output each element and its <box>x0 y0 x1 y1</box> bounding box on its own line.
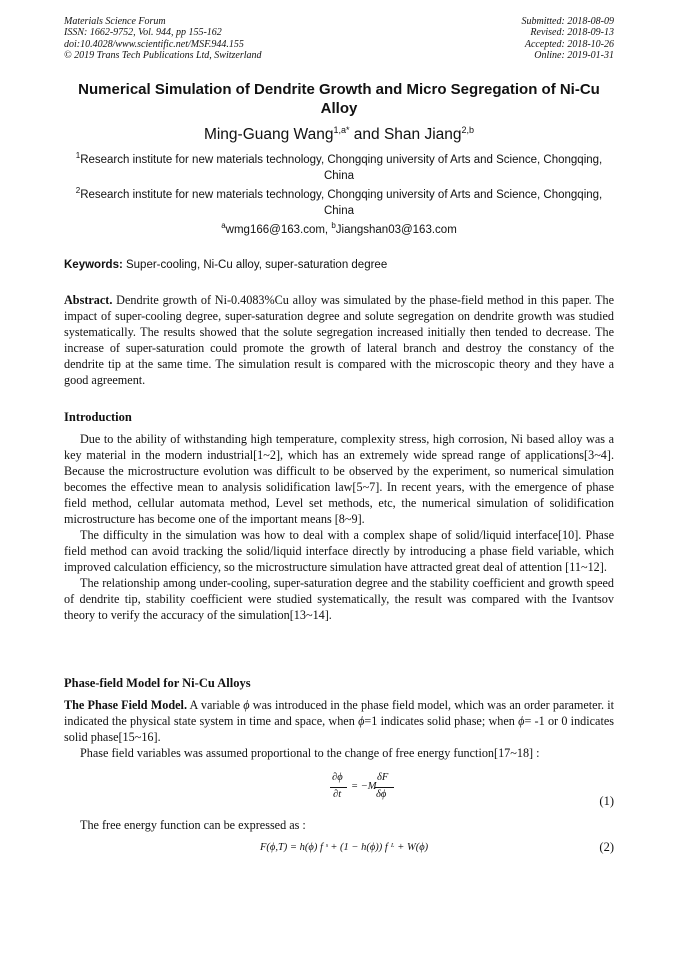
issn-line: ISSN: 1662-9752, Vol. 944, pp 155-162 <box>64 27 222 39</box>
eq1-lhs-denominator: ∂t <box>333 789 342 800</box>
text-run: A variable <box>187 698 244 712</box>
author-conjunction: and <box>349 126 384 144</box>
eq1-middle: = −M <box>351 781 377 792</box>
email-address: Jiangshan03@163.com <box>335 223 457 236</box>
phi-symbol: ϕ <box>358 714 365 728</box>
affiliation-number: 1 <box>75 151 81 160</box>
phase-field-body <box>64 697 614 761</box>
eq1-lhs-numerator: ∂ϕ <box>332 772 343 783</box>
equation-2 <box>64 838 614 858</box>
paragraph: The relationship among under-cooling, super-saturation degree and the stability coefficient and growth speed of dendrite tip, stability coefficient were studied systematically, the result was compared with the Ivantsov theory to verify the accuracy of the simulation[13~14]. <box>64 576 614 622</box>
affiliation-1 <box>74 148 604 184</box>
keywords-text: Super-cooling, Ni-Cu alloy, super-saturation degree <box>122 259 388 271</box>
paragraph: Phase field variables was assumed proportional to the change of free energy function[17~18] : <box>80 746 540 760</box>
keywords-label: Keywords: <box>64 259 123 271</box>
author-name: Shan Jiang <box>383 126 462 144</box>
author-name: Ming-Guang Wang <box>203 126 334 144</box>
abstract-text: Dendrite growth of Ni-0.4083%Cu alloy was simulated by the phase-field method in this paper. The impact of super-cooling degree, super-saturation degree and solute segregation on dendrite growth was studied systematically. The results showed that the solute segregation increased initially then tended to decrease. The increase of super-saturation could promote the growth of lateral branch and destroy the constancy of the dendrite tip at the same time. The simulation result is compared with the microscopic theory and they have a good agreement. <box>64 293 614 387</box>
equation-number: (2) <box>599 840 614 854</box>
equation-1 <box>64 772 614 812</box>
eq1-rhs-numerator: δF <box>377 772 389 783</box>
affiliation-text: Research institute for new materials technology, Chongqing university of Arts and Science, Chongqing, China <box>80 188 603 217</box>
journal-info <box>64 16 262 62</box>
phi-symbol: ϕ <box>243 698 250 712</box>
email-superscript: b <box>331 221 336 230</box>
abstract <box>64 292 614 388</box>
eq1-rhs-denominator: δϕ <box>376 789 387 800</box>
revised-date: Revised: 2018-09-13 <box>530 27 614 39</box>
abstract-label: Abstract. <box>64 293 113 307</box>
text-run: was introduced in the phase field model, which was an order parameter. it indicated the physical state system in time and space, when <box>64 698 614 728</box>
eq1-lhs-fraction-bar <box>330 787 347 788</box>
email-superscript: a <box>221 221 226 230</box>
paragraph <box>64 697 614 745</box>
paragraph: The free energy function can be expressed as : <box>80 818 306 832</box>
section-heading-phase-field: Phase-field Model for Ni-Cu Alloys <box>64 676 251 690</box>
text-run: =1 indicates solid phase; when <box>364 714 519 728</box>
text-run: = -1 or 0 indicates solid phase[15~16]. <box>64 714 615 744</box>
eq2-expression: F(ϕ,T) = h(ϕ) f ˢ + (1 − h(ϕ)) f ᴸ + W(ϕ) <box>260 842 429 853</box>
email-address: wmg166@163.com, <box>225 223 332 236</box>
paragraph: The difficulty in the simulation was how to deal with a complex shape of solid/liquid interface[10]. Phase field method can avoid tracking the solid/liquid interface directly by introducing a phase field variable, which improved calculation efficiency, so the microstructure simulation have attracted great deal of attention [11~12]. <box>64 528 614 574</box>
phi-symbol: ϕ <box>518 714 525 728</box>
author-line <box>64 120 614 145</box>
paragraph: Due to the ability of withstanding high temperature, complexity stress, high corrosion, Ni based alloy was a key material in the modern industrial[1~2], which has an extremely wide spread range of applications[3~4]. Because the microstructure evolution was difficult to be observed by the experiment, so numerical simulation becomes the effective mean to analysis solidification law[5~7]. In recent years, with the emergence of phase field method, cellular automata method, Level set methods, etc, the numerical simulation of solidification microstructure has become one of the important means [8~9]. <box>64 432 614 526</box>
accepted-date: Accepted: 2018-10-26 <box>524 38 614 50</box>
affiliation-text: Research institute for new materials technology, Chongqing university of Arts and Science, Chongqing, China <box>80 153 603 182</box>
copyright-line: © 2019 Trans Tech Publications Ltd, Switzerland <box>64 50 262 62</box>
introduction-body <box>64 431 614 623</box>
free-energy-intro <box>64 817 614 833</box>
subheading: The Phase Field Model. <box>64 698 187 712</box>
submitted-date: Submitted: 2018-08-09 <box>521 16 614 27</box>
author-superscript: 2,b <box>461 125 475 135</box>
doi-line: doi:10.4028/www.scientific.net/MSF.944.155 <box>64 38 244 50</box>
paper-title: Numerical Simulation of Dendrite Growth and Micro Segregation of Ni-Cu Alloy <box>78 81 600 117</box>
affiliation-2 <box>74 183 604 219</box>
equation-number: (1) <box>599 794 614 808</box>
email-line <box>64 218 614 238</box>
affiliation-number: 2 <box>75 186 81 195</box>
section-heading-introduction: Introduction <box>64 410 132 424</box>
eq1-rhs-fraction-bar <box>375 787 394 788</box>
keywords <box>64 257 614 273</box>
author-superscript: 1,a* <box>333 125 350 135</box>
online-date: Online: 2019-01-31 <box>534 50 614 62</box>
submission-dates <box>522 16 615 62</box>
journal-name: Materials Science Forum <box>64 16 166 27</box>
